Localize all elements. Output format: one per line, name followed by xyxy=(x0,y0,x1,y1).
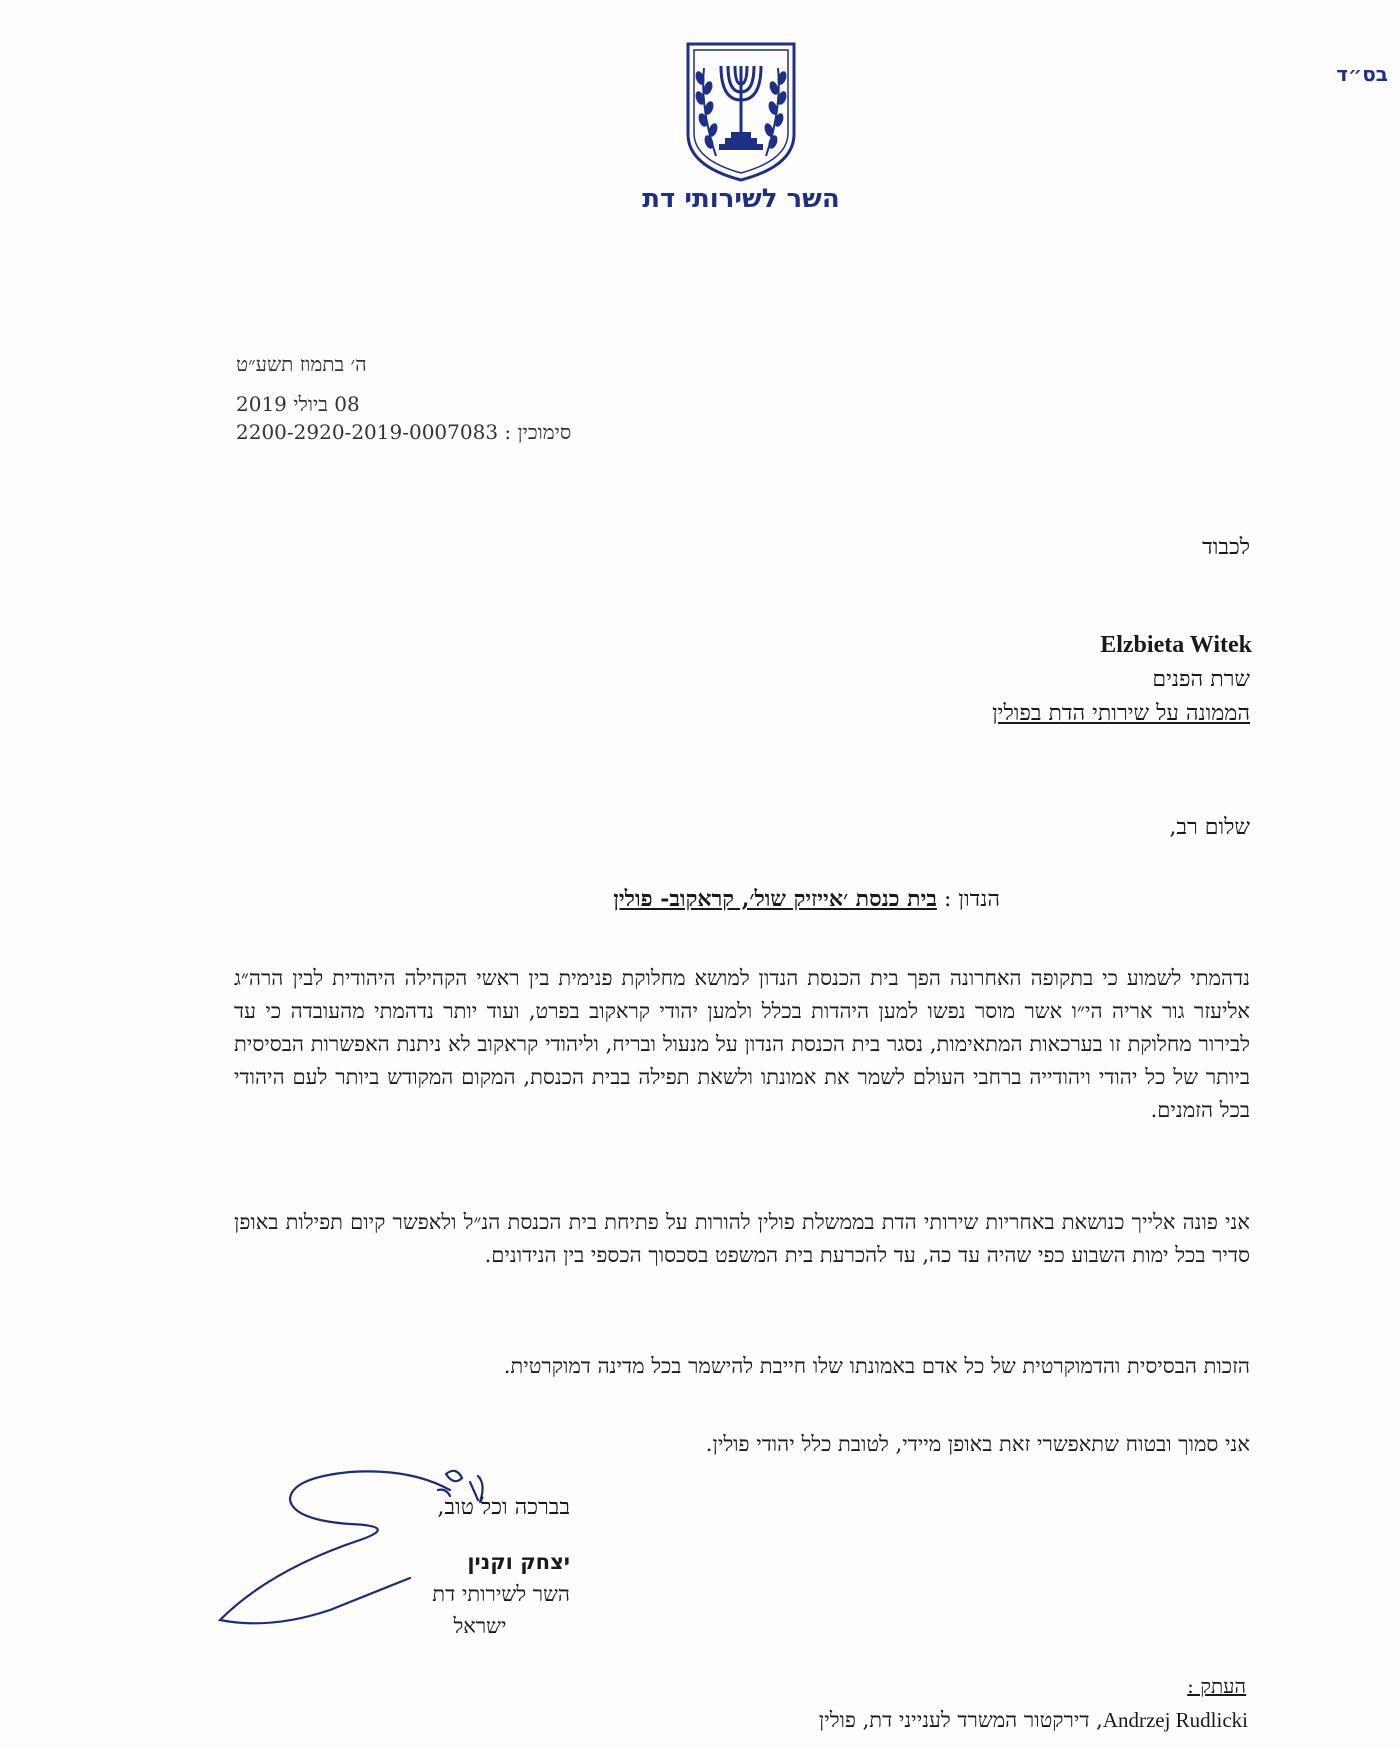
body-paragraph: נדהמתי לשמוע כי בתקופה האחרונה הפך בית הכנסת הנדון למושא מחלוקת פנימית בין ראשי הקהילה היהודית לבין הרה״ג אליעזר גור אריה הי״ו אשר מוסר נפשו למען היהדות בכלל ולמען יהודי קראקוב בפרט, ועוד יותר נדהמתי מהעובדה כי עד לבירור מחלוקת זו בערכאות המתאימות, נסגר בית הכנסת הנדון על מנעול ובריח, וליהודי קראקוב לא ניתנת האפשרות הבסיסית ביותר של כל יהודי ויהודייה ברחבי העולם לשמר את אמונתו ולשאת תפילה בבית הכנסת, המקום המקודש ביותר לעם היהודי בכל הזמנים. xyxy=(234,966,1250,1122)
reference-line xyxy=(236,420,571,445)
cc-recipient xyxy=(819,1708,1248,1733)
signatory-country: ישראל xyxy=(453,1614,507,1638)
reference-number: 2200-2920-2019-0007083 xyxy=(236,420,499,444)
body-paragraph: אני סמוך ובטוח שתאפשרי זאת באופן מיידי, לטובת כלל יהודי פולין. xyxy=(705,1432,1250,1456)
cc-label: העתק : xyxy=(1187,1674,1246,1698)
recipient-role: שרת הפנים xyxy=(1152,667,1250,692)
signatory-title: השר לשירותי דת xyxy=(432,1582,570,1606)
recipient-role-religious: הממונה על שירותי הדת בפולין xyxy=(992,701,1250,726)
body-paragraph: אני פונה אלייך כנושאת באחריות שירותי הדת בממשלת פולין להורות על פתיחת בית הכנסת הנ״ל ולאפשר קיום תפילות באופן סדיר בכל ימות השבוע כפי שהיה עד כה, עד להכרעת בית המשפט בסכסוך הכספי בין הנידונים. xyxy=(234,1210,1250,1267)
body-paragraph: הזכות הבסיסית והדמוקרטית של כל אדם באמונתו שלו חייבת להישמר בכל מדינה דמוקרטית. xyxy=(503,1354,1250,1378)
state-emblem-icon xyxy=(682,38,800,184)
to-label: לכבוד xyxy=(1202,535,1250,560)
ministry-title: השר לשירותי דת xyxy=(642,184,840,214)
subject-text: בית כנסת ׳אייזיק שול׳, קראקוב- פולין xyxy=(613,886,937,912)
bsd-mark: בס״ד xyxy=(1336,62,1388,86)
subject-label: הנדון : xyxy=(943,887,1000,912)
closing-line: בברכה וכל טוב, xyxy=(437,1495,570,1520)
hebrew-date: ה׳ בתמוז תשע״ט xyxy=(236,352,367,376)
greeting: שלום רב, xyxy=(1169,815,1250,840)
subject-line xyxy=(480,886,1000,912)
signatory-name: יצחק וקנין xyxy=(467,1550,570,1574)
cc-recipient-name: Andrzej Rudlicki xyxy=(1102,1708,1248,1732)
gregorian-date: 08 ביולי 2019 xyxy=(236,392,360,416)
reference-label: סימוכין : xyxy=(504,420,572,444)
recipient-name: Elzbieta Witek xyxy=(1100,632,1252,658)
cc-recipient-description: , דירקטור המשרד לענייני דת, פולין xyxy=(818,1708,1103,1732)
